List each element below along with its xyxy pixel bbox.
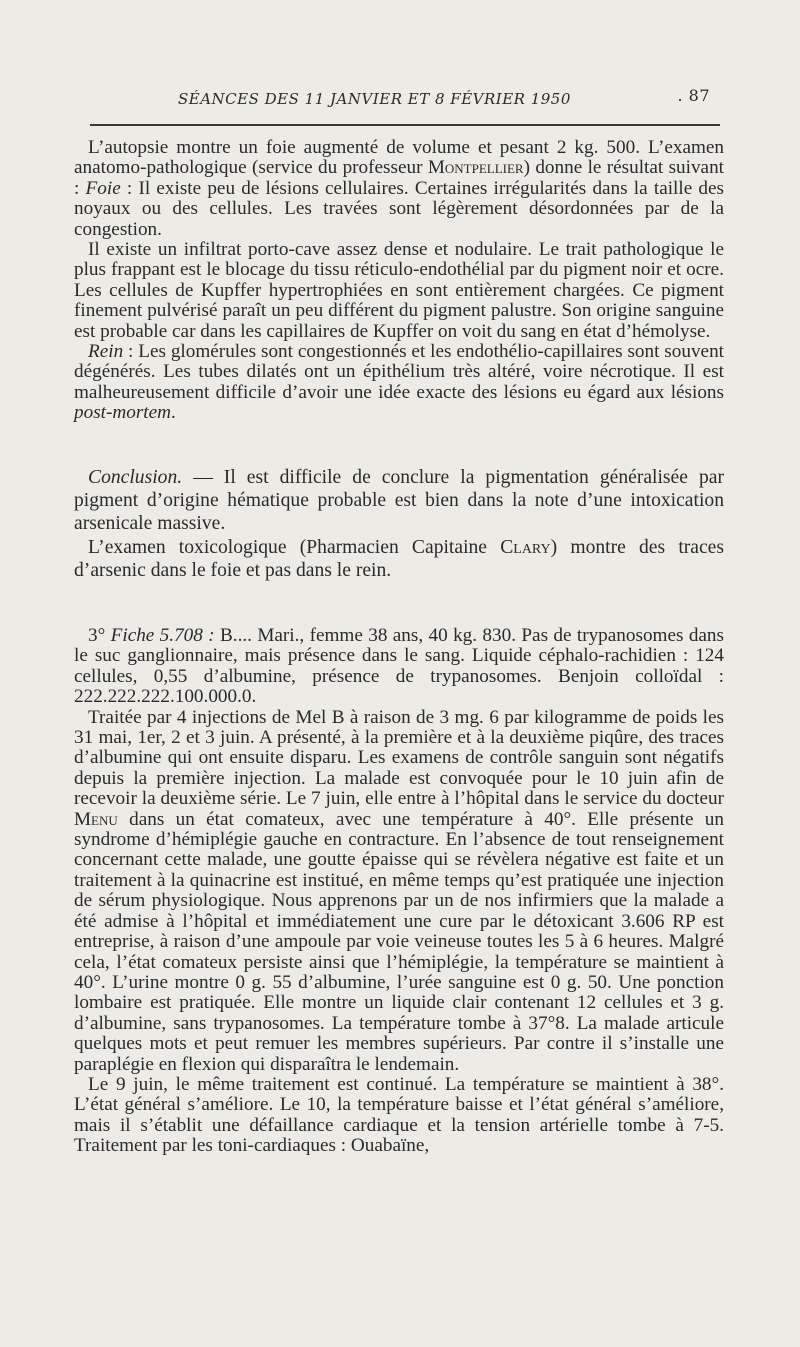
text-run: ) montre des traces d’arsenic dans le foie et pas dans le rein. [74, 536, 724, 581]
organ-label: Foie [85, 177, 121, 199]
text-run: . [171, 402, 176, 424]
text-run: ) donne le résultat suivant : [74, 157, 724, 199]
text-run: : Il existe peu de lésions cellulaires. Certaines irrégularités dans la taille des noyaux ou des cellules. Les travées sont légèrement désordonnées par de la congestion. [74, 177, 724, 240]
case-section [74, 626, 724, 1157]
paragraph-treatment [74, 708, 724, 1075]
text-run: Traitée par 4 injections de Mel B à raison de 3 mg. 6 par kilogramme de poids les 31 mai, 1er, 2 et 3 juin. A présenté, à la première et à la deuxième piqûre, des traces d’albumine qui ont ensuite disparu. Les examens de contrôle sanguin sont négatifs depuis la première injection. La malade est convoquée pour le 10 juin afin de recevoir la deuxième série. Le 7 juin, elle entre à l’hôpital dans le service du docteur [74, 706, 724, 810]
paragraph-case-header [74, 626, 724, 708]
text-run: L’examen toxicologique (Pharmacien Capitaine [88, 536, 501, 558]
person-name: Clary [500, 536, 551, 558]
case-label: Fiche 5.708 : [110, 625, 215, 646]
conclusion-label: Conclusion. [88, 467, 183, 488]
case-number: 3° [88, 625, 111, 646]
paragraph-kidney [74, 342, 724, 424]
text-run: — Il est difficile de conclure la pigmentation généralisée par pigment d’origine hématique probable est bien dans la note d’une intoxication arsenicale massive. [74, 467, 724, 535]
autopsy-section [74, 138, 724, 424]
page-number: . 87 [677, 86, 710, 105]
organ-label: Rein [88, 341, 124, 363]
paragraph-autopsy [74, 138, 724, 240]
page-header [80, 86, 720, 114]
header-rule [90, 124, 720, 126]
paragraph-infiltrate: Il existe un infiltrat porto-cave assez dense et nodulaire. Le trait pathologique le plus frappant est le blocage du tissu réticulo-endothélial par du pigment noir et ocre. Les cellules de Kupffer hypertrophiées en sont entièrement chargées. Ce pigment finement pulvérisé paraît un peu différent du pigment palustre. Son origine sanguine est probable car dans les capillaires de Kupffer on voit du sang en état d’hémolyse. [74, 239, 724, 342]
paragraph-toxicology [74, 536, 724, 582]
text-run: dans un état comateux, avec une température à 40°. Elle présente un syndrome d’hémiplégie gauche en contracture. En l’absence de tout renseignement concernant cette malade, une goutte épaisse qui se révèlera négative est faite et un traitement à la quinacrine est institué, en même temps qu’est pratiquée une injection de sérum physiologique. Nous apprenons par un de nos infirmiers que la malade a été admise à l’hôpital et immédiatement une cure par le détoxicant 3.606 RP est entreprise, à raison d’une ampoule par voie veineuse toutes les 5 à 6 heures. Malgré cela, l’état comateux persiste ainsi que l’hémiplégie, la température se maintient à 40°. L’urine montre 0 g. 55 d’albumine, l’urée sanguine est 0 g. 50. Une ponction lombaire est pratiquée. Elle montre un liquide clair contenant 12 cellules et 3 g. d’albumine, sans trypanosomes. La température tombe à 37°8. La malade articule quelques mots et peut remuer les membres supérieurs. Par contre il s’installe une paraplégie en flexion qui disparaîtra le lendemain. [74, 808, 724, 1075]
person-name: Montpellier [427, 157, 524, 179]
person-name: Menu [74, 808, 118, 830]
italic-term: post-mortem [74, 402, 171, 424]
paragraph-conclusion [74, 466, 724, 536]
text-run: : Les glomérules sont congestionnés et les endothélio-capillaires sont souvent dégénérés. Les tubes dilatés ont un épithélium très altéré, voire nécrotique. Il est malheureusement difficile d’avoir une idée exacte des lésions eu égard aux lésions [74, 341, 724, 403]
text-run: B.... Mari., femme 38 ans, 40 kg. 830. Pas de trypanosomes dans le suc ganglionnaire, mais présence dans le sang. Liquide céphalo-rachidien : 124 cellules, 0,55 d’albumine, présence de trypanosomes. Benjoin colloïdal : 222.222.222.100.000.0. [74, 625, 724, 708]
paragraph-followup: Le 9 juin, le même traitement est continué. La température se maintient à 38°. L’état général s’améliore. Le 10, la température baisse et l’état général s’améliore, mais il s’établit une défaillance cardiaque et la tension artérielle tombe à 7-5. Traitement par les toni-cardiaques : Ouabaïne, [74, 1073, 724, 1157]
text-run: L’autopsie montre un foie augmenté de volume et pesant 2 kg. 500. L’examen anatomo-pathologique (service du professeur [74, 137, 724, 179]
conclusion-section [74, 466, 724, 582]
running-title: SÉANCES DES 11 JANVIER ET 8 FÉVRIER 1950 [178, 90, 571, 108]
